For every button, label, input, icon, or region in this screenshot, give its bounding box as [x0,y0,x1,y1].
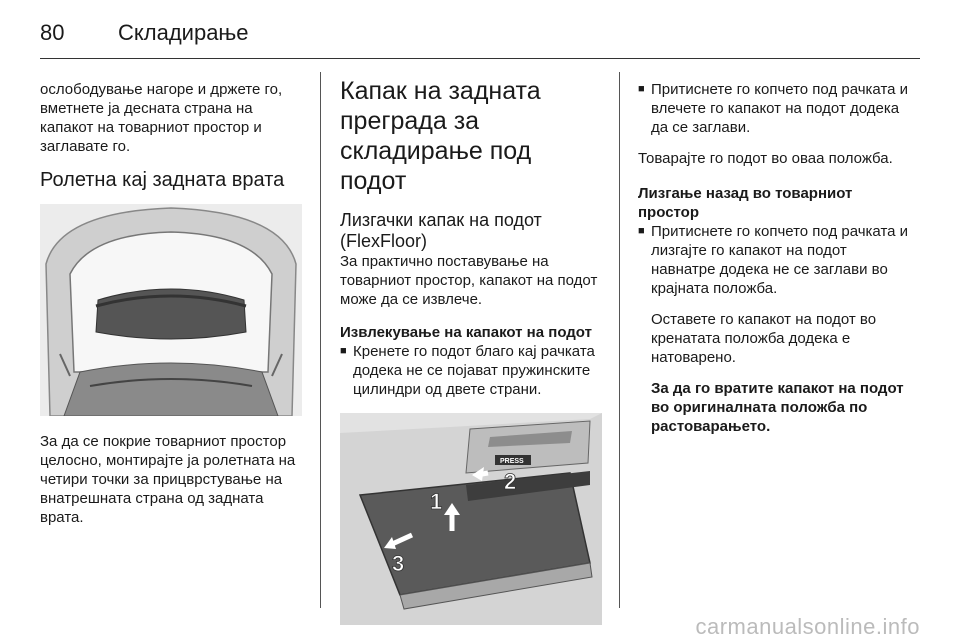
section-heading-roller-blind: Ролетна кај задната врата [40,169,285,191]
extract-step-1-text: Кренете го подот благо кај рачката додека не се појават пружинските цилиндри од двете страни. [353,343,595,398]
column-divider-2 [619,72,620,608]
press-label: PRESS [500,458,524,465]
bullet-square-icon: ■ [340,345,347,357]
slide-back-step-1-text: Притиснете го копчето под рачката и лизгајте го капакот на подот навнатре додека не се заглави во крајната положба. [651,223,909,297]
extract-step-2 [638,80,910,137]
return-instruction: За да го вратите капакот на подот во оригиналната положба по растоварањето. [651,380,904,435]
page-header [40,20,920,60]
callout-1: 1 [430,489,443,514]
column-2 [340,76,602,625]
load-note: Товарајте го подот во оваа положба. [638,150,893,167]
bullet-square-icon: ■ [638,83,645,95]
page-number: 80 [40,20,65,45]
subsection-intro: За практично поставување на товарниот простор, капакот на подот може да се извлече. [340,253,598,308]
bullet-square-icon: ■ [638,225,645,237]
roller-blind-figure [40,204,302,416]
flexfloor-figure [340,413,602,625]
slide-back-step-1 [638,222,910,298]
callout-2: 2 [504,469,517,494]
header-divider [40,58,920,59]
intro-text: ослободување нагоре и држете го, вметнете ја десната страна на капакот на товарниот простор и заглавате го. [40,81,283,155]
column-divider-1 [320,72,321,608]
extract-step-1 [340,342,602,399]
roller-blind-caption: За да се покрие товарниот простор целосно, монтирајте ја ролетната на четири точки за прицврстување на внатрешната страна од задната врата. [40,433,296,526]
raised-position-note: Оставете го капакот на подот во кренатата положба додека е натоварено. [651,311,877,366]
column-3 [638,80,910,436]
extract-step-2-text: Притиснете го копчето под рачката и влечете го капакот на подот додека да се заглави. [651,81,909,136]
column-1 [40,80,308,527]
watermark: carmanualsonline.info [695,614,920,639]
main-section-title: Капак на задната преграда за складирање под подот [340,77,541,195]
callout-3: 3 [392,551,405,576]
slide-back-heading: Лизгање назад во товарниот простор [638,185,853,221]
extract-heading: Извлекување на капакот на подот [340,324,592,341]
rear-hatch-illustration [40,204,302,416]
subsection-title: Лизгачки капак на подот (FlexFloor) [340,210,542,251]
chapter-title: Складирање [118,20,249,45]
flexfloor-illustration [340,413,602,625]
